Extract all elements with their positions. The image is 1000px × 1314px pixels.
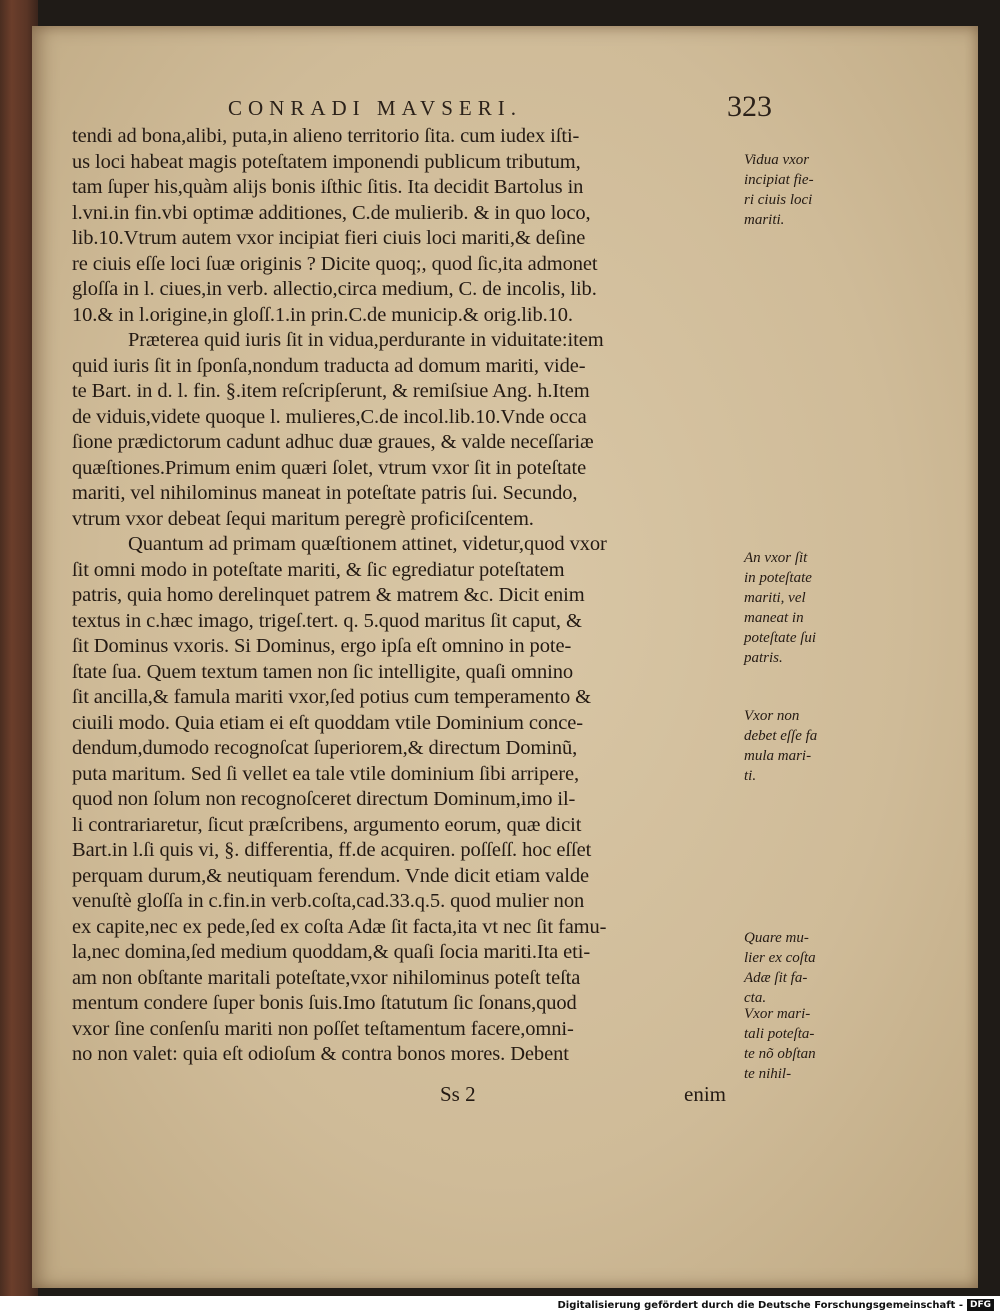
margin-note-line: tali poteſta- (744, 1026, 815, 1042)
text-line: dendum,dumodo recognoſcat ſuperiorem,& directum Dominũ, (72, 737, 578, 759)
text-line: ex capite,nec ex pede,ſed ex coſta Adæ ſit facta,ita vt nec ſit famu- (72, 915, 607, 938)
text-line: Præterea quid iuris ſit in vidua,perdurante in viduitate:item (128, 329, 604, 351)
text-line: patris, quia homo derelinquet patrem & matrem &c. Dicit enim (72, 584, 585, 606)
running-head (228, 90, 772, 124)
margin-note (744, 150, 854, 230)
credit-text: Digitalisierung gefördert durch die Deutsche Forschungsgemeinschaft - (557, 1299, 963, 1311)
margin-note-line: debet eſſe fa (744, 728, 818, 744)
text-line: vxor ſine conſenſu mariti non poſſet teſtamentum facere,omni- (72, 1017, 574, 1040)
text-line: ſit Dominus vxoris. Si Dominus, ergo ipſa eſt omnino in pote- (72, 635, 572, 657)
text-line: ſione prædictorum cadunt adhuc duæ graues, & valde neceſſariæ (72, 431, 594, 453)
margin-note-line: mariti. (744, 212, 785, 228)
margin-note (744, 706, 854, 786)
margin-note-line: Quare mu- (744, 930, 809, 946)
text-line: no non valet: quia eſt odioſum & contra bonos mores. Debent (72, 1043, 569, 1065)
text-line: te Bart. in d. l. fin. §.item reſcripſerunt, & remiſsiue Ang. h.Item (72, 380, 590, 402)
margin-note-line: patris. (744, 650, 783, 666)
text-line: gloſſa in l. ciues,in verb. allectio,circa medium, C. de incolis, lib. (72, 278, 597, 300)
text-line: tam ſuper his,quàm alijs bonis iſthic ſitis. Ita decidit Bartolus in (72, 176, 584, 198)
text-line: ſit omni modo in poteſtate mariti, & ſic egrediatur poteſtatem (72, 558, 565, 581)
margin-note-line: poteſtate ſui (744, 630, 817, 646)
running-title: CONRADI MAVSERI. (228, 96, 522, 120)
text-line: mariti, vel nihilominus maneat in poteſtate patris ſui. Secundo, (72, 482, 578, 504)
dfg-logo: DFG (967, 1299, 994, 1311)
text-line: 10.& in l.origine,in gloſſ.1.in prin.C.de municip.& orig.lib.10. (72, 303, 573, 326)
text-line: venuſtè gloſſa in c.fin.in verb.coſta,cad.33.q.5. quod mulier non (72, 890, 585, 912)
margin-note (744, 548, 854, 668)
text-line: li contrariaretur, ſicut præſcribens, argumento eorum, quæ dicit (72, 813, 582, 836)
text-line: am non obſtante maritali poteſtate,vxor nihilominus poteſt teſta (72, 966, 581, 989)
margin-note-line: Adæ ſit fa- (744, 970, 808, 986)
body-text (72, 124, 740, 1068)
margin-note-line: in poteſtate (744, 570, 812, 586)
text-line: lib.10.Vtrum autem vxor incipiat fieri ciuis loci mariti,& deſine (72, 227, 586, 249)
text-line: quid iuris ſit in ſponſa,nondum traducta ad domum mariti, vide- (72, 354, 586, 377)
signature-mark: Ss 2 (440, 1082, 476, 1106)
text-line: ſtate ſua. Quem textum tamen non ſic intelligite, quaſi omnino (72, 660, 574, 683)
catchword: enim (684, 1082, 726, 1106)
text-line: Bart.in l.ſi quis vi, §. differentia, ff.de acquiren. poſſeſſ. hoc eſſet (72, 839, 592, 861)
digitization-credit (557, 1298, 994, 1312)
margin-note-line: ti. (744, 768, 757, 784)
text-line: textus in c.hæc imago, trigeſ.tert. q. 5.quod maritus ſit caput, & (72, 609, 582, 632)
margin-note-line: maneat in (744, 610, 804, 626)
text-line: puta maritum. Sed ſi vellet ea tale vtile dominium ſibi arripere, (72, 762, 579, 785)
page-number: 323 (727, 90, 772, 123)
margin-note-line: Vxor non (744, 708, 800, 724)
margin-note-line: cta. (744, 990, 767, 1006)
margin-note-line: An vxor ſit (744, 550, 808, 566)
margin-note (744, 928, 854, 1008)
text-line: re ciuis eſſe loci ſuæ originis ? Dicite quoq;, quod ſic,ita admonet (72, 252, 598, 275)
margin-note-line: mariti, vel (744, 590, 806, 606)
text-line: ciuili modo. Quia etiam ei eſt quoddam vtile Dominium conce- (72, 711, 583, 734)
text-line: vtrum vxor debeat ſequi maritum peregrè proficiſcentem. (72, 507, 534, 530)
margin-note-line: Vidua vxor (744, 152, 810, 168)
text-line: perquam durum,& neutiquam ferendum. Vnde dicit etiam valde (72, 864, 589, 887)
margin-note-line: ri ciuis loci (744, 192, 813, 208)
text-line: mentum condere ſuper bonis ſuis.Imo ſtatutum ſic ſonans,quod (72, 992, 577, 1014)
text-line: us loci habeat magis poteſtatem imponendi publicum tributum, (72, 150, 581, 173)
text-line: l.vni.in fin.vbi optimæ additiones, C.de mulierib. & in quo loco, (72, 201, 591, 224)
text-line: de viduis,videte quoque l. mulieres,C.de incol.lib.10.Vnde occa (72, 405, 587, 428)
margin-note-line: incipiat fie- (744, 172, 814, 188)
margin-note (744, 1004, 854, 1084)
margin-note-line: Vxor mari- (744, 1006, 811, 1022)
text-line: quod non ſolum non recognoſceret directum Dominum,imo il- (72, 788, 576, 810)
text-line: tendi ad bona,alibi, puta,in alieno territorio ſita. cum iudex iſti- (72, 125, 580, 147)
text-line: Quantum ad primam quæſtionem attinet, videtur,quod vxor (128, 533, 607, 555)
margin-notes (744, 0, 854, 1200)
text-line: la,nec domina,ſed medium quoddam,& quaſi ſocia mariti.Ita eti- (72, 941, 591, 963)
margin-note-line: lier ex coſta (744, 950, 816, 966)
text-line: quæſtiones.Primum enim quæri ſolet, vtrum vxor ſit in poteſtate (72, 456, 587, 479)
margin-note-line: te nõ obſtan (744, 1046, 816, 1062)
margin-note-line: mula mari- (744, 748, 812, 764)
margin-note-line: te nihil- (744, 1066, 792, 1082)
text-line: ſit ancilla,& famula mariti vxor,ſed potius cum temperamento & (72, 686, 592, 708)
